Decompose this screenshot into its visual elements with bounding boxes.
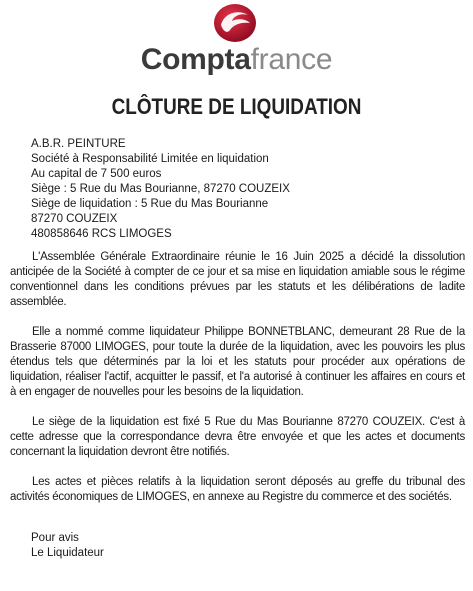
- company-liquidation-seat: Siège de liquidation : 5 Rue du Mas Bourianne: [31, 198, 269, 210]
- company-rcs: 480858646 RCS LIMOGES: [31, 228, 172, 240]
- paragraph-liquidation-seat: Le siège de la liquidation est fixé 5 Rue du Mas Bourianne 87270 COUZEIX. C'est à cette adresse que la correspondance devra être envoyée et que les actes et documents concernant la liquidation devront être notifiés.: [10, 416, 465, 458]
- signature-line-for-notice: Pour avis: [31, 532, 79, 544]
- company-headquarters: Siège : 5 Rue du Mas Bourianne, 87270 COUZEIX: [31, 183, 290, 195]
- paragraph-dissolution: L'Assemblée Générale Extraordinaire réunie le 16 Juin 2025 a décidé la dissolution anticipée de la Société à compter de ce jour et sa mise en liquidation amiable sous le régime conventionnel dans les conditions prévues par les statuts et les délibérations de ladite assemblée.: [10, 251, 465, 308]
- company-liquidation-city: 87270 COUZEIX: [31, 213, 118, 225]
- brand-name-bold: Compta: [140, 43, 251, 76]
- company-info: [31, 137, 451, 242]
- company-legal-form: Société à Responsabilité Limitée en liquidation: [31, 153, 269, 165]
- announcement-body: [10, 250, 465, 520]
- company-name: A.B.R. PEINTURE: [31, 138, 126, 150]
- paragraph-filing: Les actes et pièces relatifs à la liquidation seront déposés au greffe du tribunal des activités économiques de LIMOGES, en annexe au Registre du commerce et des sociétés.: [10, 476, 465, 503]
- brand-name: [0, 43, 473, 77]
- comptafrance-logo: [0, 0, 473, 82]
- page-title: CLÔTURE DE LIQUIDATION: [111, 94, 362, 119]
- brand-name-light: france: [250, 43, 333, 76]
- signature-block: [31, 531, 104, 561]
- signature-line-liquidator: Le Liquidateur: [31, 547, 104, 559]
- comptafrance-logo-mark-icon: [212, 3, 258, 43]
- company-capital: Au capital de 7 500 euros: [31, 168, 162, 180]
- paragraph-liquidator: Elle a nommé comme liquidateur Philippe BONNETBLANC, demeurant 28 Rue de la Brasserie 87000 LIMOGES, pour toute la durée de la liquidation, avec les pouvoirs les plus étendus tels que déterminés par la loi et les statuts pour procéder aux opérations de liquidation, réaliser l'actif, acquitter le passif, et l'a autorisé à continuer les affaires en cours et à en engager de nouvelles pour les besoins de la liquidation.: [10, 326, 465, 398]
